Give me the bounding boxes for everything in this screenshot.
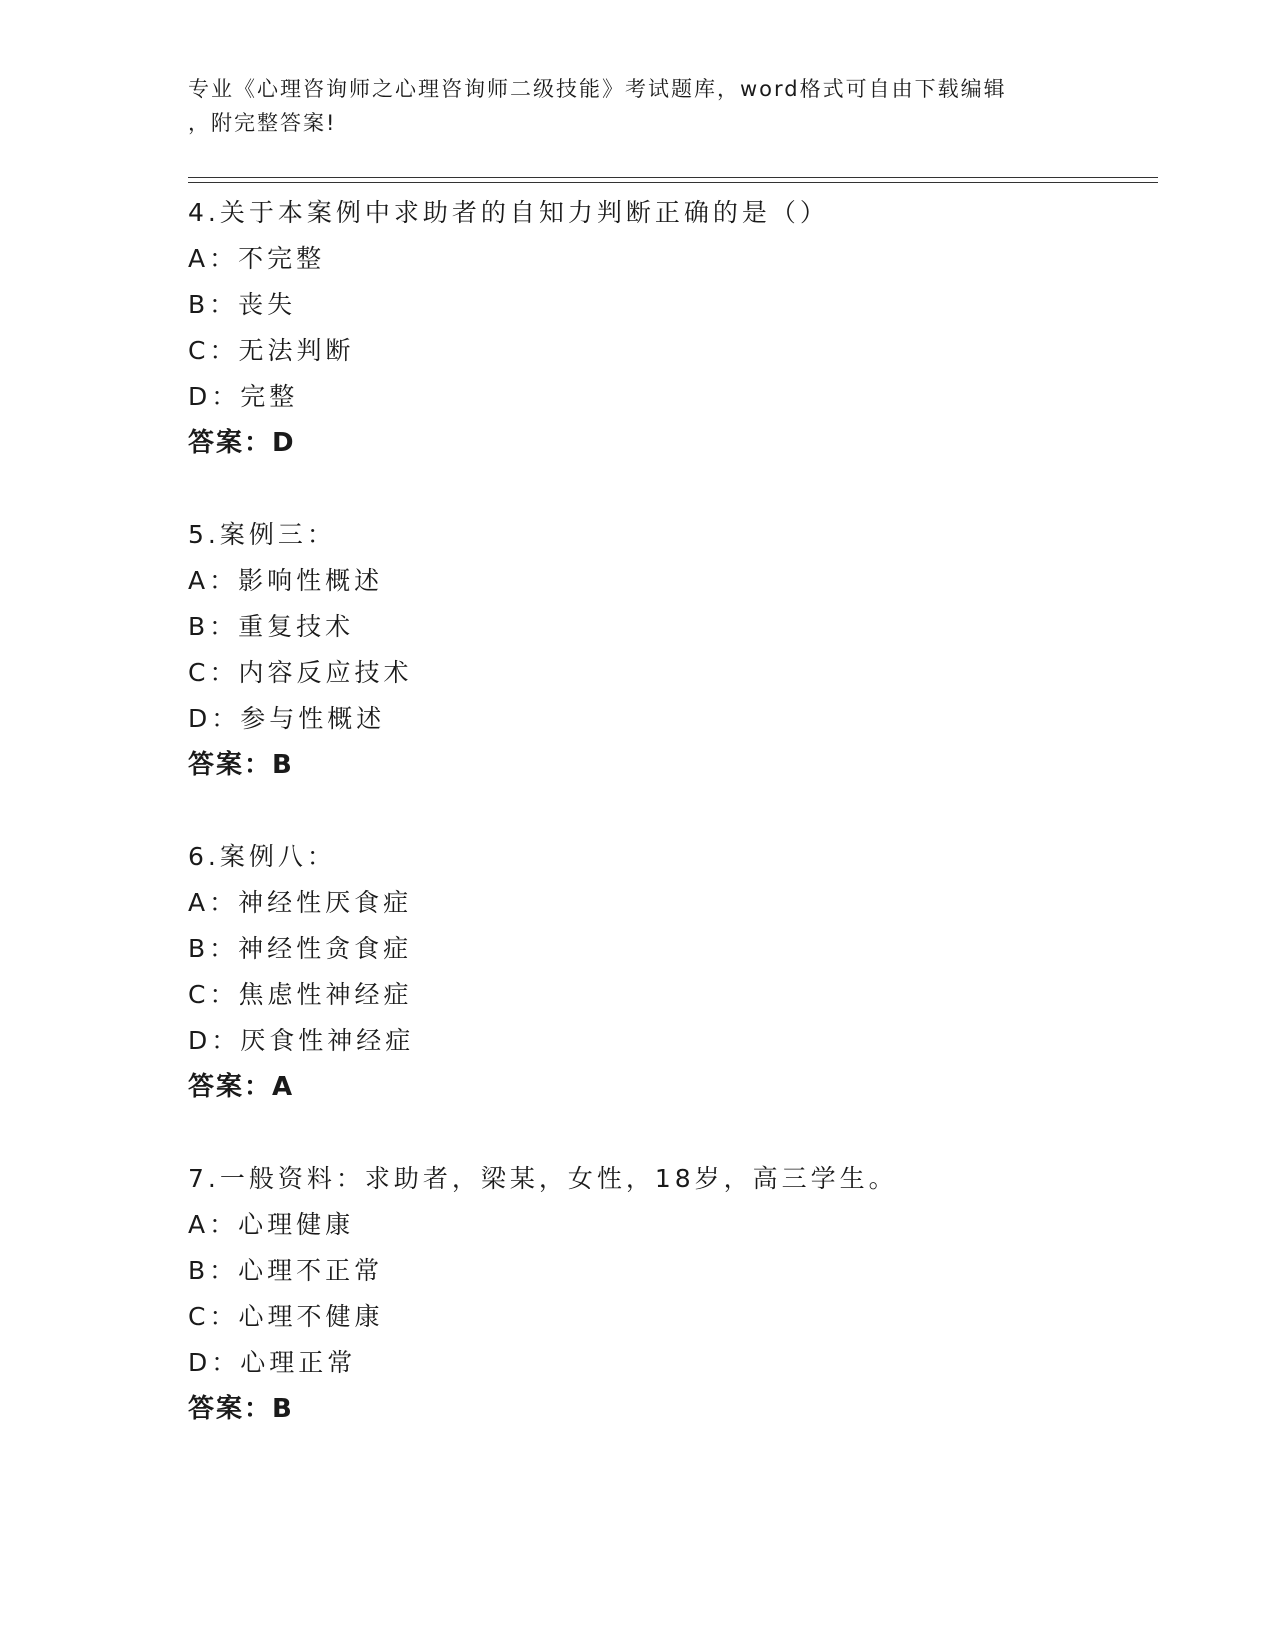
option-d: D：完整 xyxy=(188,382,299,411)
option-b: B：心理不正常 xyxy=(188,1256,384,1285)
question-stem: 5.案例三： xyxy=(188,520,336,549)
option-c: C：心理不健康 xyxy=(188,1302,384,1331)
option-a: A：心理健康 xyxy=(188,1210,355,1239)
question-stem: 6.案例八： xyxy=(188,842,336,871)
answer-line: 答案：D xyxy=(188,428,296,458)
question-item xyxy=(188,190,1148,466)
question-item xyxy=(188,512,1148,788)
question-stem: 4.关于本案例中求助者的自知力判断正确的是（） xyxy=(188,198,829,227)
header-line-2: ，附完整答案! xyxy=(188,111,337,135)
answer-line: 答案：B xyxy=(188,1394,294,1424)
header-divider-bottom xyxy=(188,182,1158,183)
option-a: A：不完整 xyxy=(188,244,326,273)
option-a: A：神经性厌食症 xyxy=(188,888,413,917)
answer-line: 答案：A xyxy=(188,1072,295,1102)
option-c: C：焦虑性神经症 xyxy=(188,980,413,1009)
option-d: D：厌食性神经症 xyxy=(188,1026,415,1055)
question-stem: 7.一般资料：求助者，梁某，女性，18岁，高三学生。 xyxy=(188,1164,898,1193)
option-d: D：参与性概述 xyxy=(188,704,386,733)
option-d: D：心理正常 xyxy=(188,1348,357,1377)
option-b: B：重复技术 xyxy=(188,612,355,641)
document-header xyxy=(188,72,1088,140)
option-c: C：内容反应技术 xyxy=(188,658,413,687)
question-item xyxy=(188,1156,1148,1432)
option-b: B：神经性贪食症 xyxy=(188,934,413,963)
option-a: A：影响性概述 xyxy=(188,566,384,595)
question-item xyxy=(188,834,1148,1110)
answer-line: 答案：B xyxy=(188,750,294,780)
option-c: C：无法判断 xyxy=(188,336,355,365)
option-b: B：丧失 xyxy=(188,290,297,319)
header-line-1: 专业《心理咨询师之心理咨询师二级技能》考试题库，word格式可自由下载编辑 xyxy=(188,77,1007,101)
header-divider-top xyxy=(188,177,1158,178)
question-list xyxy=(188,190,1148,1478)
